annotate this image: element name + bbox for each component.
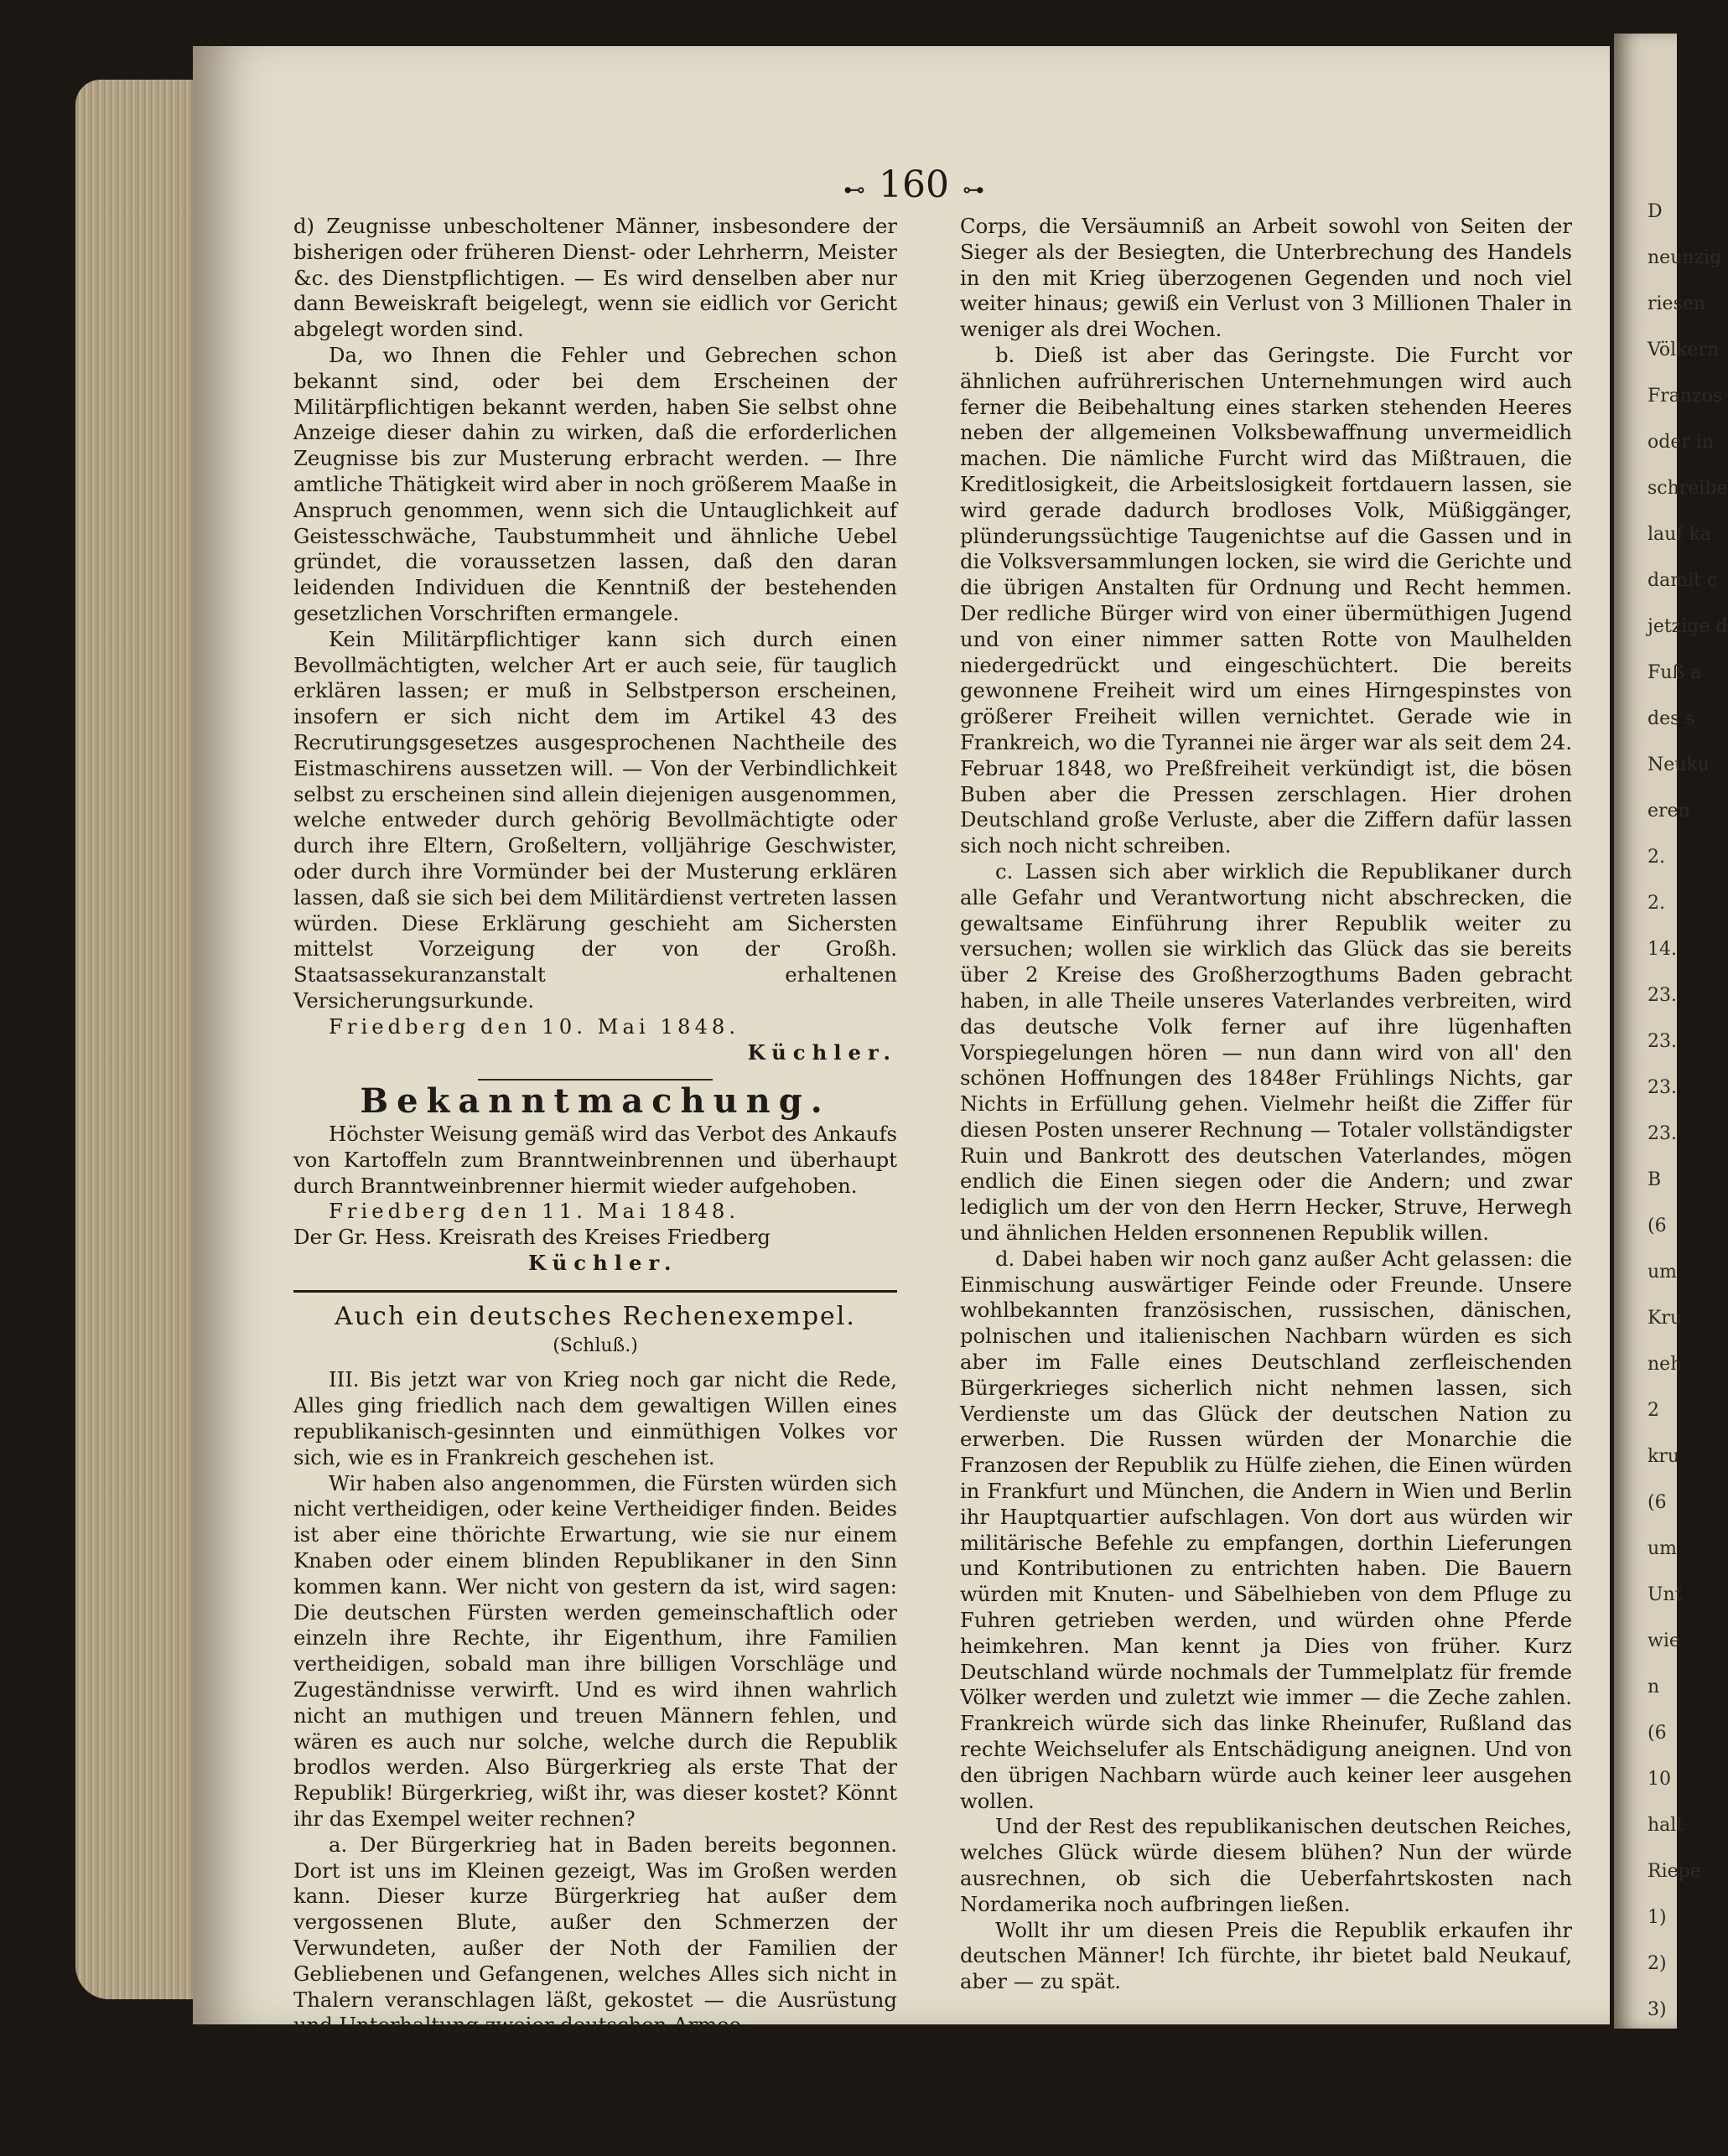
ornament-left-icon: ⊷ bbox=[843, 178, 865, 203]
notice-text: Höchster Weisung gemäß wird das Verbot des Ankaufs von Kartoffeln zum Branntweinbrennen und überhaupt durch Branntweinbrenner hiermit wieder aufgehoben. bbox=[293, 1122, 897, 1198]
adjacent-page-fragment: 2 bbox=[1648, 1400, 1659, 1421]
adjacent-page-fragment: 14. bbox=[1648, 939, 1677, 960]
article-subtitle: (Schluß.) bbox=[553, 1335, 638, 1356]
adjacent-page-fragment: um bbox=[1648, 1262, 1678, 1283]
divider bbox=[478, 1079, 713, 1081]
adjacent-page-fragment: 2. bbox=[1648, 893, 1665, 914]
adjacent-page-fragment: 23. bbox=[1648, 1077, 1677, 1098]
dateline: Friedberg den 10. Mai 1848. bbox=[329, 1013, 740, 1039]
adjacent-page-fragment: kru bbox=[1648, 1446, 1680, 1467]
paragraph: III. Bis jetzt war von Krieg noch gar nicht die Rede, Alles ging friedlich nach dem gewaltigen Willen eines republikanisch-gesinnten und einmüthigen Volkes vor sich, wie es in Frankreich geschehen ist. bbox=[293, 1367, 897, 1469]
adjacent-page-fragment: halt bbox=[1648, 1815, 1684, 1836]
adjacent-page-fragment: 23. bbox=[1648, 1123, 1677, 1144]
adjacent-page bbox=[1614, 34, 1728, 2029]
adjacent-page-fragment: Franzos bbox=[1648, 386, 1723, 407]
adjacent-page-fragment: (6 bbox=[1648, 1492, 1667, 1513]
adjacent-page-fragment: 3) bbox=[1648, 1999, 1667, 2020]
adjacent-page-fragment: Kru bbox=[1648, 1308, 1683, 1329]
item-d: d) Zeugnisse unbescholtener Männer, insbesondere der bisherigen oder früheren Dienst- oder Lehrherrn, Meister &c. des Dienstpflichtigen. — Es wird denselben aber nur dann Beweiskraft beigelegt, wenn sie eidlich vor Gericht abgelegt worden sind. bbox=[293, 214, 897, 342]
adjacent-page-fragment: 23. bbox=[1648, 985, 1677, 1006]
adjacent-page-fragment: 23. bbox=[1648, 1031, 1677, 1052]
adjacent-page-fragment: 1) bbox=[1648, 1907, 1667, 1928]
adjacent-page-fragment: 10 bbox=[1648, 1769, 1671, 1790]
adjacent-page-fragment: eren bbox=[1648, 801, 1690, 821]
signature: Küchler. bbox=[528, 1251, 678, 1276]
adjacent-page-fragment: wie bbox=[1648, 1630, 1680, 1651]
adjacent-page-fragment: D bbox=[1648, 201, 1663, 222]
page-header bbox=[830, 163, 998, 206]
paragraph: Und der Rest des republikanischen deutschen Reiches, welches Glück würde diesem blühen? Nun der würde ausrechnen, ob sich die Ueberfahrtskosten nach Nordamerika noch aufbringen ließen. bbox=[960, 1814, 1572, 1916]
adjacent-page-fragment: Neuku bbox=[1648, 754, 1710, 775]
adjacent-page-fragment: Fuß a bbox=[1648, 662, 1702, 683]
ornament-right-icon: ⊶ bbox=[962, 178, 984, 203]
paragraph: a. Der Bürgerkrieg hat in Baden bereits begonnen. Dort ist uns im Kleinen gezeigt, Was im Großen werden kann. Dieser kurze Bürgerkrieg hat außer dem vergossenen Blute, außer den Schmerzen der Verwundeten, außer der Noth der Familien der Gebliebenen und Gefangenen, welches Alles sich nicht in Thalern veranschlagen läßt, gekostet — die Ausrüstung und Unterhaltung zweier deutschen Armee- bbox=[293, 1832, 897, 2038]
adjacent-page-fragment: schreibe bbox=[1648, 478, 1728, 499]
adjacent-page-fragment: Riepe bbox=[1648, 1861, 1701, 1882]
paragraph: Kein Militärpflichtiger kann sich durch einen Bevollmächtigten, welcher Art er auch seie, für tauglich erklären lassen; er muß in Selbstperson erscheinen, insofern er sich nicht dem im Artikel 43 des Recrutirungsgesetzes ausgesprochenen Nachtheile des Eistmaschirens aussetzen will. — Von der Verbindlichkeit selbst zu erscheinen sind allein diejenigen ausgenommen, welche entweder durch gehörig Bevollmächtigte oder durch ihre Eltern, Großeltern, volljährige Geschwister, oder durch ihre Vormünder bei der Musterung erklären lassen, daß sie sich bei dem Militärdienst vertreten lassen würden. Diese Erklärung geschieht am Sichersten mittelst Vorzeigung der von der Großh. Staatsassekuranzanstalt erhaltenen Versicherungsurkunde. bbox=[293, 626, 897, 1013]
adjacent-page-fragment: n bbox=[1648, 1677, 1660, 1697]
paragraph: Wir haben also angenommen, die Fürsten würden sich nicht vertheidigen, oder keine Vertheidiger finden. Beides ist aber eine thörichte Erwartung, wie sie nur einem Knaben oder einem blinden Republikaner in den Sinn kommen kann. Wer nicht von gestern da ist, wird sagen: Die deutschen Fürsten werden gemeinschaftlich oder einzeln ihre Rechte, ihr Eigenthum, ihre Familien vertheidigen, sobald man ihre billigen Vorschläge und Zugeständnisse verwirft. Und es wird ihnen wahrlich nicht an muthigen und treuen Männern fehlen, und wären es auch nur solche, welche durch die Republik brodlos werden. Also Bürgerkrieg als erste That der Republik! Bürgerkrieg, wißt ihr, was dieser kostet? Könnt ihr das Exempel weiter rechnen? bbox=[293, 1470, 897, 1832]
adjacent-page-fragment: jetzige d bbox=[1648, 616, 1728, 637]
adjacent-page-fragment: lauf ka bbox=[1648, 524, 1711, 545]
article-title: Auch ein deutsches Rechenexempel. bbox=[335, 1301, 856, 1331]
adjacent-page-fragment: neunzig bbox=[1648, 247, 1722, 268]
adjacent-page-fragment: (6 bbox=[1648, 1215, 1667, 1236]
dateline: Friedberg den 11. Mai 1848. bbox=[329, 1199, 740, 1224]
adjacent-page-fragment: des s bbox=[1648, 708, 1695, 729]
book-page-edges bbox=[75, 80, 201, 1999]
paragraph: Corps, die Versäumniß an Arbeit sowohl von Seiten der Sieger als der Besiegten, die Unterbrechung des Handels in den mit Krieg überzogenen Gegenden und noch viel weiter hinaus; gewiß ein Verlust von 3 Millionen Thaler in weniger als drei Wochen. bbox=[960, 214, 1572, 342]
right-column bbox=[960, 214, 1572, 1995]
adjacent-page-fragment: um bbox=[1648, 1538, 1678, 1559]
paragraph: d. Dabei haben wir noch ganz außer Acht gelassen: die Einmischung auswärtiger Feinde oder Freunde. Unsere wohlbekannten französischen, russischen, dänischen, polnischen und italienischen Nachbarn würden es sich aber im Falle eines Deutschland zerfleischenden Bürgerkrieges sicherlich nicht nehmen lassen, sich Verdienste um das Glück der deutschen Nation zu erwerben. Die Russen würden der Monarchie die Franzosen der Republik zu Hülfe ziehen, die Einen würden in Frankfurt und München, die Andern in Wien und Berlin ihr Hauptquartier aufschlagen. Von dort aus würden wir militärische Befehle zu empfangen, dorthin Lieferungen und Kontributionen zu entrichten haben. Die Bauern würden mit Knuten- und Säbelhieben von dem Pfluge zu Fuhren getrieben werden, und würden ohne Pferde heimkehren. Man kennt ja Dies von früher. Kurz Deutschland würde nochmals der Tummelplatz für fremde Völker werden und zuletzt wie immer — die Zeche zahlen. Frankreich würde sich das linke Rheinufer, Rußland das rechte Weichselufer als Entschädigung aneignen. Und von den übrigen Nachbarn würde auch keiner leer ausgehen wollen. bbox=[960, 1246, 1572, 1813]
notice-title: Bekanntmachung. bbox=[360, 1081, 831, 1122]
divider bbox=[293, 1290, 897, 1293]
paragraph: Da, wo Ihnen die Fehler und Gebrechen schon bekannt sind, oder bei dem Erscheinen der Militärpflichtigen bekannt werden, haben Sie selbst ohne Anzeige dieser dahin zu wirken, daß die erforderlichen Zeugnisse bis zur Musterung erbracht werden. — Ihre amtliche Thätigkeit wird aber in noch größerem Maaße in Anspruch genommen, wenn sich die Untauglichkeit auf Geistesschwäche, Taubstummheit und ähnliche Uebel gründet, die voraussetzen lassen, daß den daran leidenden Individuen die Kenntniß der bestehenden gesetzlichen Vorschriften ermangele. bbox=[293, 342, 897, 625]
paragraph: Wollt ihr um diesen Preis die Republik erkaufen ihr deutschen Männer! Ich fürchte, ihr bietet bald Neukauf, aber — zu spät. bbox=[960, 1917, 1572, 1994]
signature: Küchler. bbox=[747, 1039, 897, 1065]
adjacent-page-fragment: Völkern bbox=[1648, 339, 1720, 360]
adjacent-page-fragment: neh bbox=[1648, 1354, 1683, 1375]
left-column bbox=[293, 214, 897, 2039]
adjacent-page-fragment: riesen bbox=[1648, 293, 1706, 314]
paragraph: b. Dieß ist aber das Geringste. Die Furcht vor ähnlichen aufrührerischen Unternehmungen wird auch ferner die Beibehaltung eines starken stehenden Heeres neben der allgemeinen Volksbewaffnung unvermeidlich machen. Die nämliche Furcht wird das Mißtrauen, die Kreditlosigkeit, die Arbeitslosigkeit fortdauern lassen, sie wird gerade dadurch brodloses Volk, Müßiggänger, plünderungssüchtige Taugenichtse auf die Gassen und in die Volksversammlungen locken, sie wird die Gerichte und die übrigen Anstalten für Ordnung und Recht hemmen. Der redliche Bürger wird von einer übermüthigen Jugend und von einer nimmer satten Rotte von Maulhelden niedergedrückt und eingeschüchtert. Die bereits gewonnene Freiheit wird um eines Hirngespinstes von größerer Freiheit willen vernichtet. Gerade wie in Frankreich, wo die Tyrannei nie ärger war als seit dem 24. Februar 1848, wo Preßfreiheit verkündigt ist, die bösen Buben aber die Pressen zerschlagen. Hier drohen Deutschland große Verluste, aber die Ziffern dafür lassen sich noch nicht schreiben. bbox=[960, 342, 1572, 858]
adjacent-page-fragment: damit c bbox=[1648, 570, 1718, 591]
adjacent-page-fragment: 2. bbox=[1648, 847, 1665, 868]
paragraph: c. Lassen sich aber wirklich die Republikaner durch alle Gefahr und Verantwortung nicht abschrecken, die gewaltsame Einführung ihrer Republik weiter zu versuchen; wollen sie wirklich das Glück das sie bereits über 2 Kreise des Großherzogthums Baden gebracht haben, in alle Theile unseres Vaterlandes verbreiten, wird das deutsche Volk ferner auf ihre lügenhaften Vorspiegelungen hören — nun dann wird von all' den schönen Hoffnungen des 1848er Frühlings Nichts, gar Nichts in Erfüllung gehen. Vielmehr heißt die Ziffer für diesen Posten unserer Rechnung — Totaler vollständigster Ruin und Bankrott des deutschen Vaterlandes, mögen endlich die Einen siegen oder die Andern; und zwar lediglich um der von den Herrn Hecker, Struve, Herwegh und ähnlichen Helden ersonnenen Republik willen. bbox=[960, 858, 1572, 1246]
adjacent-page-fragment: (6 bbox=[1648, 1723, 1667, 1744]
signature-office: Der Gr. Hess. Kreisrath des Kreises Friedberg bbox=[293, 1225, 771, 1250]
adjacent-page-fragment: oder in bbox=[1648, 432, 1715, 453]
adjacent-page-fragment: B bbox=[1648, 1169, 1662, 1190]
page-number: 160 bbox=[879, 163, 949, 206]
adjacent-page-fragment: Unt bbox=[1648, 1584, 1683, 1605]
adjacent-page-fragment: 2) bbox=[1648, 1953, 1667, 1974]
